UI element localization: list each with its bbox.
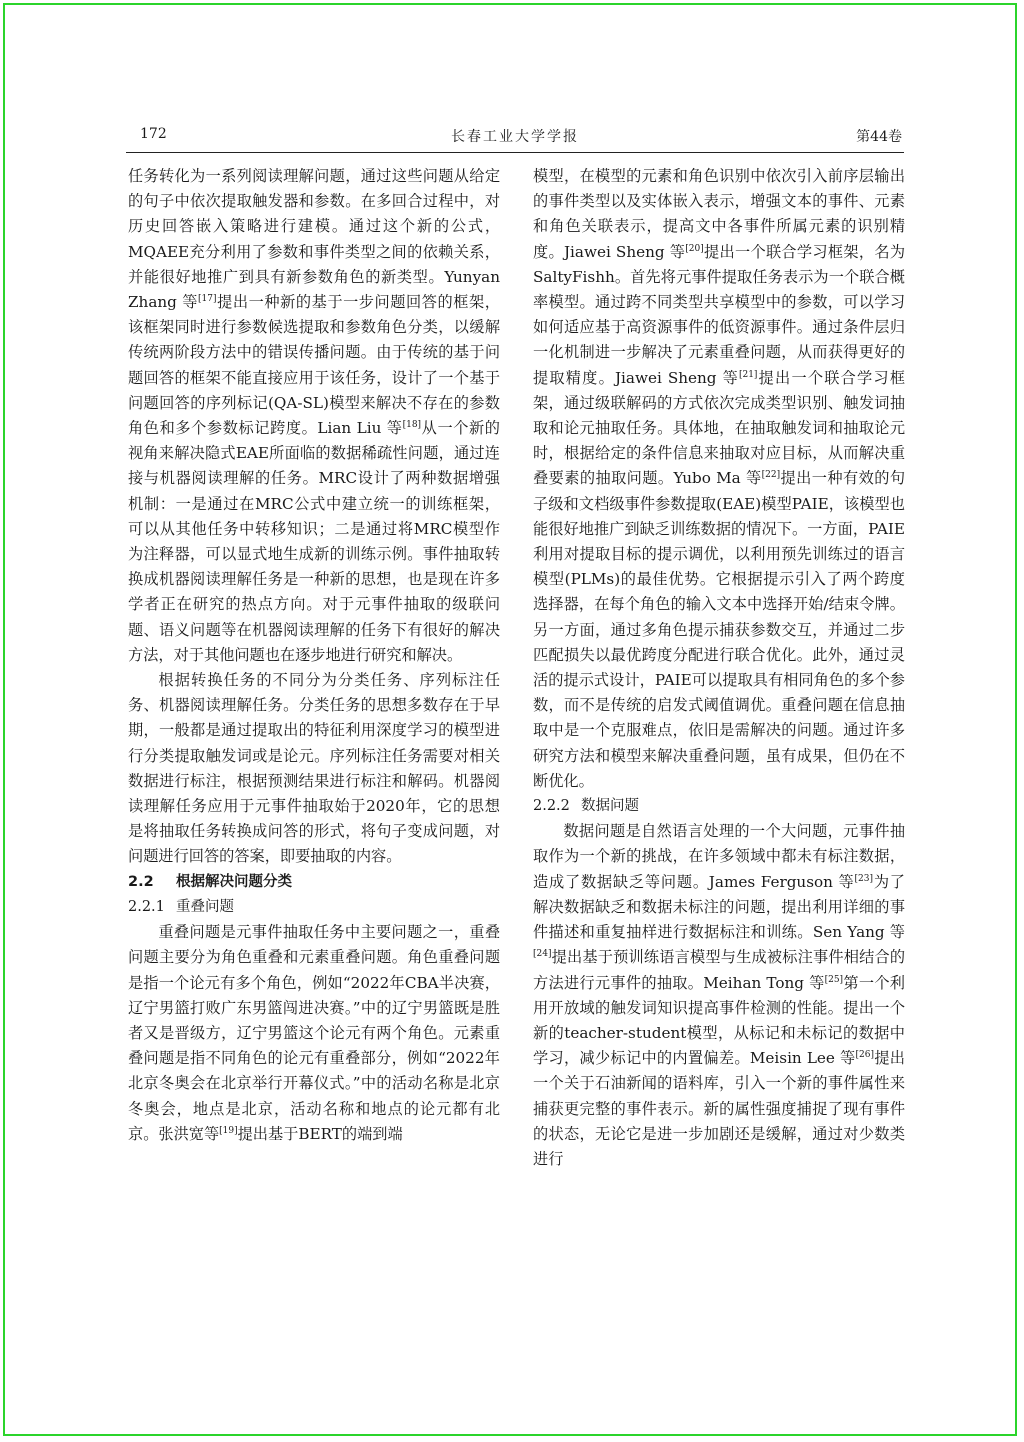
right-column — [533, 164, 905, 1172]
paragraph: 数据问题是自然语言处理的一个大问题，元事件抽取作为一个新的挑战，在许多领域中都未有标注数据，造成了数据缺乏等问题。James Ferguson 等[23]为了解决数据缺乏和数据未标注的问题，提出利用详细的事件描述和重复抽样进行数据标注和训练。Sen Yang 等[24]提出基于预训练语言模型与生成被标注事件相结合的方法进行元事件的抽取。Meihan Tong 等[25]第一个利用开放域的触发词知识提高事件检测的性能。提出一个新的teacher-student模型，从标记和未标记的数据中学习，减少标记中的内置偏差。Meisin Lee 等[26]提出一个关于石油新闻的语料库，引入一个新的事件属性来捕获更完整的事件表示。新的属性强度捕捉了现有事件的状态，无论它是进一步加剧还是缓解，通过对少数类进行 — [533, 822, 905, 1168]
left-column — [128, 164, 500, 1147]
volume-label: 第44卷 — [856, 129, 902, 145]
citation[interactable]: [19] — [219, 1125, 238, 1136]
running-header — [126, 124, 904, 153]
journal-title: 长春工业大学学报 — [451, 129, 579, 145]
paragraph: 重叠问题是元事件抽取任务中主要问题之一，重叠问题主要分为角色重叠和元素重叠问题。角色重叠问题是指一个论元有多个角色，例如“2022年CBA半决赛，辽宁男篮打败广东男篮闯进决赛。”中的辽宁男篮既是胜者又是晋级方，辽宁男篮这个论元有两个角色。元素重叠问题是指不同角色的论元有重叠部分，例如“2022年北京冬奥会在北京举行开幕仪式。”中的活动名称是北京冬奥会，地点是北京，活动名称和地点的论元都有北京。张洪宽等[19]提出基于BERT的端到端 — [128, 923, 500, 1143]
citation[interactable]: [22] — [761, 470, 781, 481]
citation[interactable]: [24] — [533, 949, 552, 960]
citation[interactable]: [17] — [198, 294, 217, 305]
citation[interactable]: [18] — [402, 420, 422, 431]
subsection-heading: 2.2.2 数据问题 — [533, 798, 639, 815]
citation[interactable]: [23] — [854, 873, 874, 884]
citation[interactable]: [20] — [685, 243, 704, 254]
page-number: 172 — [140, 126, 167, 142]
paragraph: 根据转换任务的不同分为分类任务、序列标注任务、机器阅读理解任务。分类任务的思想多数存在于早期，一般都是通过提取出的特征利用深度学习的模型进行分类提取触发词或是论元。序列标注任务需要对相关数据进行标注，根据预测结果进行标注和解码。机器阅读理解任务应用于元事件抽取始于2020年，它的思想是将抽取任务转换成问答的形式，将句子变成问题，对问题进行回答的答案，即要抽取的内容。 — [128, 671, 500, 866]
section-heading: 2.2 根据解决问题分类 — [128, 873, 292, 890]
subsection-heading: 2.2.1 重叠问题 — [128, 898, 234, 915]
citation[interactable]: [21] — [738, 369, 758, 380]
paragraph: 模型，在模型的元素和角色识别中依次引入前序层输出的事件类型以及实体嵌入表示，增强文本的事件、元素和角色关联表示，提高文中各事件所属元素的识别精度。Jiawei Sheng 等[20]提出一个联合学习框架，名为SaltyFishh。首先将元事件提取任务表示为一个联合概率模型。通过跨不同类型共享模型中的参数，可以学习如何适应基于高资源事件的低资源事件。通过条件层归一化机制进一步解决了元素重叠问题，从而获得更好的提取精度。Jiawei Sheng 等[21]提出一个联合学习框架，通过级联解码的方式依次完成类型识别、触发词抽取和论元抽取任务。具体地，在抽取触发词和抽取论元时，根据给定的条件信息来抽取对应目标，从而解决重叠要素的抽取问题。Yubo Ma 等[22]提出一种有效的句子级和文档级事件参数提取(EAE)模型PAIE，该模型也能很好地推广到缺乏训练数据的情况下。一方面，PAIE利用对提取目标的提示调优，以利用预先训练过的语言模型(PLMs)的最佳优势。它根据提示引入了两个跨度选择器，在每个角色的输入文本中选择开始/结束令牌。另一方面，通过多角色提示捕获参数交互，并通过二步匹配损失以最优跨度分配进行联合优化。此外，通过灵活的提示式设计，PAIE可以提取具有相同角色的多个参数，而不是传统的启发式阈值调优。重叠问题在信息抽取中是一个克服难点，依旧是需解决的问题。通过许多研究方法和模型来解决重叠问题，虽有成果，但仍在不断优化。 — [533, 167, 906, 790]
citation[interactable]: [26] — [855, 1050, 875, 1061]
paragraph: 任务转化为一系列阅读理解问题，通过这些问题从给定的句子中依次提取触发器和参数。在多回合过程中，对历史回答嵌入策略进行建模。通过这个新的公式，MQAEE充分利用了参数和事件类型之间的依赖关系，并能很好地推广到具有新参数角色的新类型。Yunyan Zhang 等[17]提出一种新的基于一步问题回答的框架，该框架同时进行参数候选提取和参数角色分类，以缓解传统两阶段方法中的错误传播问题。由于传统的基于问题回答的框架不能直接应用于该任务，设计了一个基于问题回答的序列标记(QA-SL)模型来解决不存在的参数角色和多个参数标记跨度。Lian Liu 等[18]从一个新的视角来解决隐式EAE所面临的数据稀疏性问题，通过连接与机器阅读理解的任务。MRC设计了两种数据增强机制：一是通过在MRC公式中建立统一的训练框架，可以从其他任务中转移知识；二是通过将MRC模型作为注释器，可以显式地生成新的训练示例。事件抽取转换成机器阅读理解任务是一种新的思想，也是现在许多学者正在研究的热点方向。对于元事件抽取的级联问题、语义问题等在机器阅读理解的任务下有很好的解决方法，对于其他问题也在逐步地进行研究和解决。 — [128, 167, 500, 664]
citation[interactable]: [25] — [824, 974, 844, 985]
